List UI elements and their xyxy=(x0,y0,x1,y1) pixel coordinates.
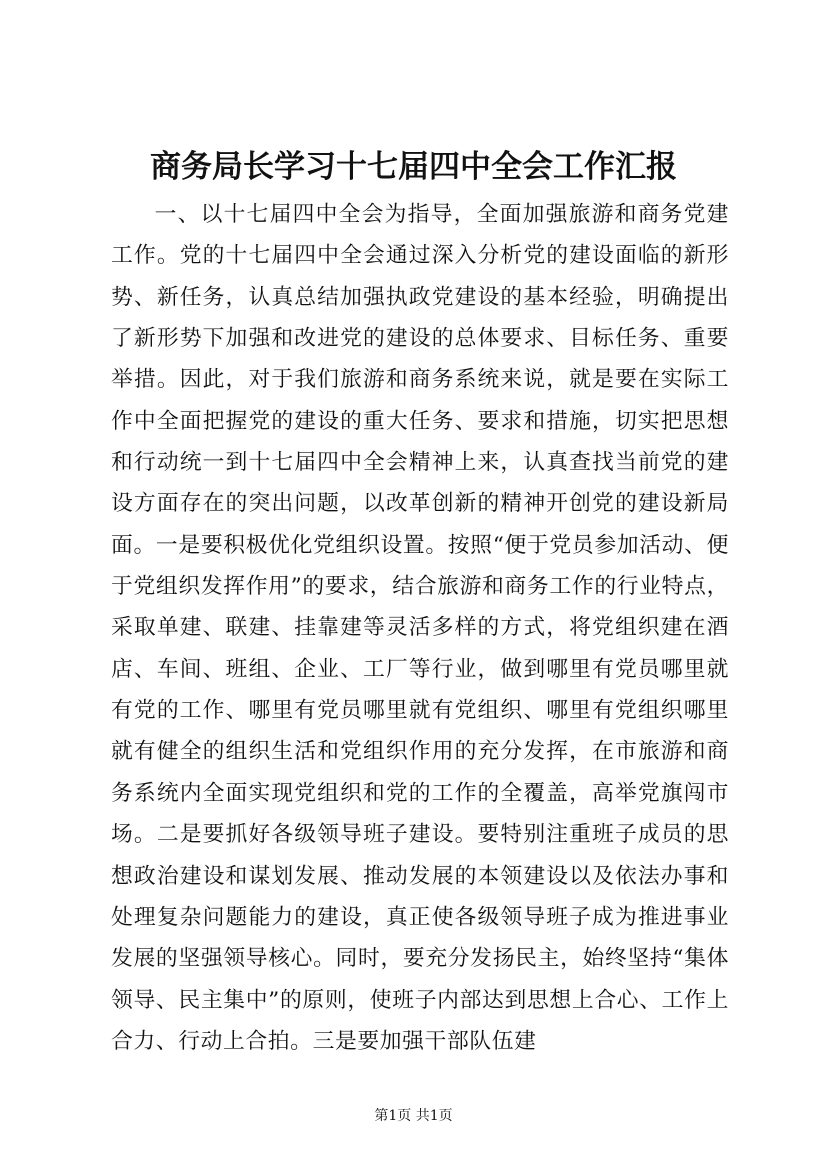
page-footer: 第1页 共1页 xyxy=(374,1108,453,1124)
document-title: 商务局长学习十七届四中全会工作汇报 xyxy=(150,149,677,185)
body-paragraph: 一、以十七届四中全会为指导，全面加强旅游和商务党建工作。党的十七届四中全会通过深入分析党的建设面临的新形势、新任务，认真总结加强执政党建设的基本经验，明确提出了新形势下加强和改进党的建设的总体要求、目标任务、重要举措。因此，对于我们旅游和商务系统来说，就是要在实际工作中全面把握党的建设的重大任务、要求和措施，切实把思想和行动统一到十七届四中全会精神上来，认真查找当前党的建设方面存在的突出问题，以改革创新的精神开创党的建设新局面。一是要积极优化党组织设置。按照“便于党员参加活动、便于党组织发挥作用”的要求，结合旅游和商务工作的行业特点，采取单建、联建、挂靠建等灵活多样的方式，将党组织建在酒店、车间、班组、企业、工厂等行业，做到哪里有党员哪里就有党的工作、哪里有党员哪里就有党组织、哪里有党组织哪里就有健全的组织生活和党组织作用的充分发挥，在市旅游和商务系统内全面实现党组织和党的工作的全覆盖，高举党旗闯市场。二是要抓好各级领导班子建设。要特别注重班子成员的思想政治建设和谋划发展、推动发展的本领建设以及依法办事和处理复杂问题能力的建设，真正使各级领导班子成为推进事业发展的坚强领导核心。同时，要充分发扬民主，始终坚持“集体领导、民主集中”的原则，使班子内部达到思想上合心、工作上合力、行动上合拍。三是要加强干部队伍建 xyxy=(111,202,729,1054)
